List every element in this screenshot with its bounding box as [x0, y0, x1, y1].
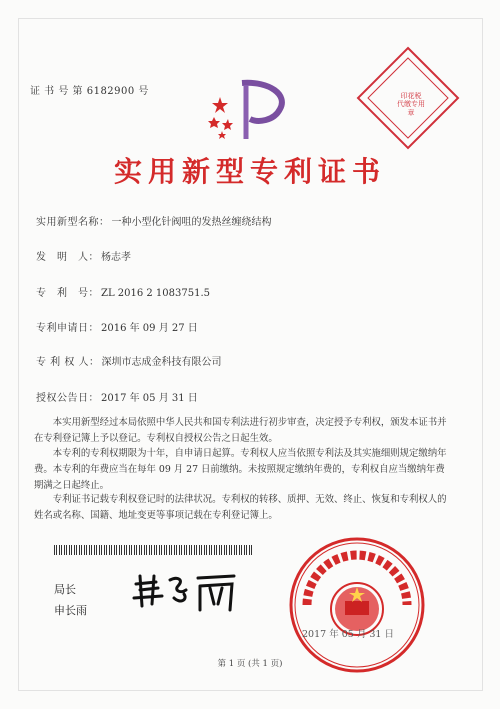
- filing-date-value: 2016 年 09 月 27 日: [101, 323, 198, 334]
- barcode: [54, 545, 254, 555]
- inventor-value: 杨志孝: [101, 252, 131, 263]
- inventor-label: 发 明 人：: [36, 252, 99, 263]
- patentee-row: [36, 353, 222, 368]
- patent-office-emblem-icon: [200, 75, 300, 143]
- tax-stamp: [354, 44, 462, 152]
- director-name: 申长雨: [54, 604, 87, 617]
- patentee-label: 专 利 权 人：: [36, 357, 100, 368]
- official-seal-icon: [287, 535, 427, 675]
- body-paragraph-2: 本专利的专利权期限为十年，自申请日起算。专利权人应当依照专利法及其实施细则规定缴纳年费。本专利的年费应当在每年 09 月 27 日前缴纳。未按照规定缴纳年费的，专利权自应当缴纳年费期满之日起终止。: [34, 448, 447, 491]
- filing-date-row: [36, 319, 198, 334]
- director-signature-icon: [130, 566, 250, 616]
- utility-model-name-row: [36, 213, 272, 228]
- seal-date: 2017 年 05 月 31 日: [302, 629, 394, 640]
- announcement-date-value: 2017 年 05 月 31 日: [101, 393, 198, 404]
- body-paragraph-1: 本实用新型经过本局依照中华人民共和国专利法进行初步审查，决定授予专利权，颁发本证书并在专利登记簿上予以登记。专利权自授权公告之日起生效。: [34, 417, 447, 444]
- tax-stamp-line-2: 代缴专用章: [397, 100, 425, 117]
- announcement-date-label: 授权公告日：: [36, 393, 99, 404]
- patent-number-label: 专 利 号：: [36, 288, 99, 299]
- patent-number-value: ZL 2016 2 1083751.5: [101, 288, 211, 299]
- announcement-date-row: [36, 389, 198, 404]
- utility-model-name-label: 实用新型名称：: [36, 217, 110, 228]
- certificate-number: 证 书 号 第 6182900 号: [30, 86, 149, 97]
- patentee-value: 深圳市志成金科技有限公司: [101, 357, 222, 368]
- director-title: 局长: [54, 583, 76, 596]
- page-number: 第 1 页 (共 1 页): [217, 659, 283, 669]
- tax-stamp-text: [396, 92, 426, 117]
- patent-number-row: [36, 284, 210, 299]
- utility-model-name-value: 一种小型化针阀咀的发热丝缠绕结构: [111, 217, 272, 228]
- inventor-row: [36, 248, 131, 263]
- page-title: 实用新型专利证书: [113, 155, 386, 188]
- filing-date-label: 专利申请日：: [36, 323, 99, 334]
- body-paragraph-3: 专利证书记载专利权登记时的法律状况。专利权的转移、质押、无效、终止、恢复和专利权人的姓名或名称、国籍、地址变更等事项记载在专利登记簿上。: [34, 494, 447, 521]
- tax-stamp-line-1: 印花税: [400, 92, 422, 100]
